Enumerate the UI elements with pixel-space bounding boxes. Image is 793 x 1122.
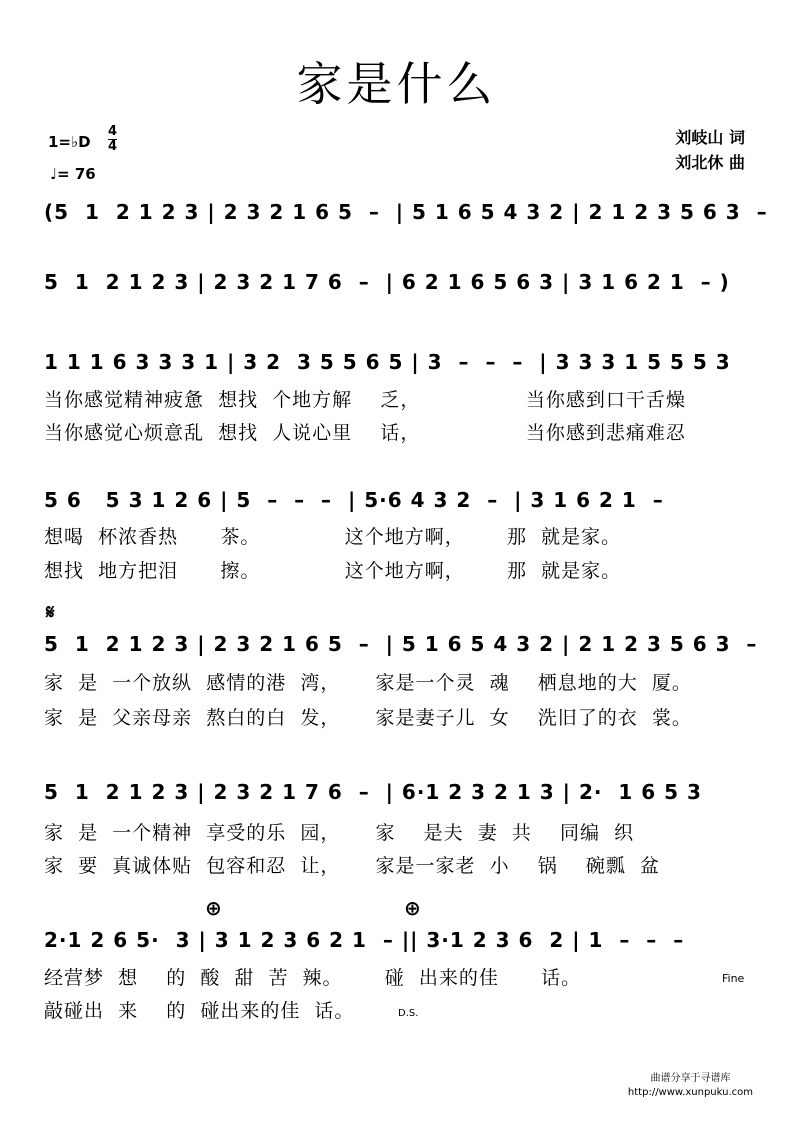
lyric-line-6b: 家 要 真诚体贴 包容和忍 让， 家是一家老 小 锅 碗瓢 盆 [44,855,660,877]
lyric-line-5a: 家 是 一个放纵 感情的港 湾， 家是一个灵 魂 栖息地的大 厦。 [44,672,692,694]
song-title: 家是什么 [296,57,497,111]
ds-marking: D.S. [398,1008,419,1019]
notation-line-7: 2·1 2 6 5· 3 | 3 1 2 3 6 2 1 – || 3·1 2 3 6 2 | 1 – – – [44,928,685,952]
key-signature: 1=♭D [48,133,91,151]
notation-line-6: 5 1 2 1 2 3 | 2 3 2 1 7 6 – | 6·1 2 3 2 1 3 | 2· 1 6 5 3 [44,780,702,804]
notation-line-5: 5 1 2 1 2 3 | 2 3 2 1 6 5 – | 5 1 6 5 4 3 2 | 2 1 2 3 5 6 3 – [44,632,758,656]
lyric-line-6a: 家 是 一个精神 享受的乐 园， 家 是夫 妻 共 同编 织 [44,822,635,844]
lyric-line-5b: 家 是 父亲母亲 熬白的白 发， 家是妻子儿 女 洗旧了的衣 裳。 [44,707,692,729]
footer-site-name: 曲谱分享于寻谱库 [650,1073,731,1084]
lyricist-credit: 刘岐山 词 [675,128,745,147]
time-signature [108,125,117,154]
lyric-line-3a: 当你感觉精神疲惫 想找 个地方解 乏， 当你感到口干舌燥 [44,389,686,411]
segno-sign: 𝄋 [46,600,55,624]
notation-line-1: (5 1 2 1 2 3 | 2 3 2 1 6 5 – | 5 1 6 5 4 3 2 | 2 1 2 3 5 6 3 – [44,200,768,224]
footer-url: http://www.xunpuku.com [627,1087,753,1098]
fine-marking: Fine [722,972,745,985]
lyric-line-7a: 经营梦 想 的 酸 甜 苦 辣。 碰 出来的佳 话。 [44,967,582,989]
lyric-line-4b: 想找 地方把泪 擦。 这个地方啊， 那 就是家。 [44,560,622,582]
lyric-line-3b: 当你感觉心烦意乱 想找 人说心里 话， 当你感到悲痛难忍 [44,422,686,444]
source-footer [628,1072,753,1100]
lyric-line-4a: 想喝 杯浓香热 茶。 这个地方啊， 那 就是家。 [44,526,622,548]
notation-line-3: 1 1 1 6 3 3 3 1 | 3 2 3 5 5 6 5 | 3 – – – | 3 3 3 1 5 5 5 3 [44,350,731,374]
coda-sign-1: ⊕ [205,896,222,920]
notation-line-2: 5 1 2 1 2 3 | 2 3 2 1 7 6 – | 6 2 1 6 5 6 3 | 3 1 6 2 1 – ) [44,270,730,294]
meter-top: 4 [108,124,118,139]
lyric-line-7b: 敲碰出 来 的 碰出来的佳 话。 [44,1000,355,1022]
tempo-marking: ♩= 76 [50,165,96,183]
meter-bottom: 4 [108,139,118,154]
coda-sign-2: ⊕ [404,896,421,920]
notation-line-4: 5 6 5 3 1 2 6 | 5 – – – | 5·6 4 3 2 – | 3 1 6 2 1 – [44,488,664,512]
composer-credit: 刘北休 曲 [675,153,745,172]
